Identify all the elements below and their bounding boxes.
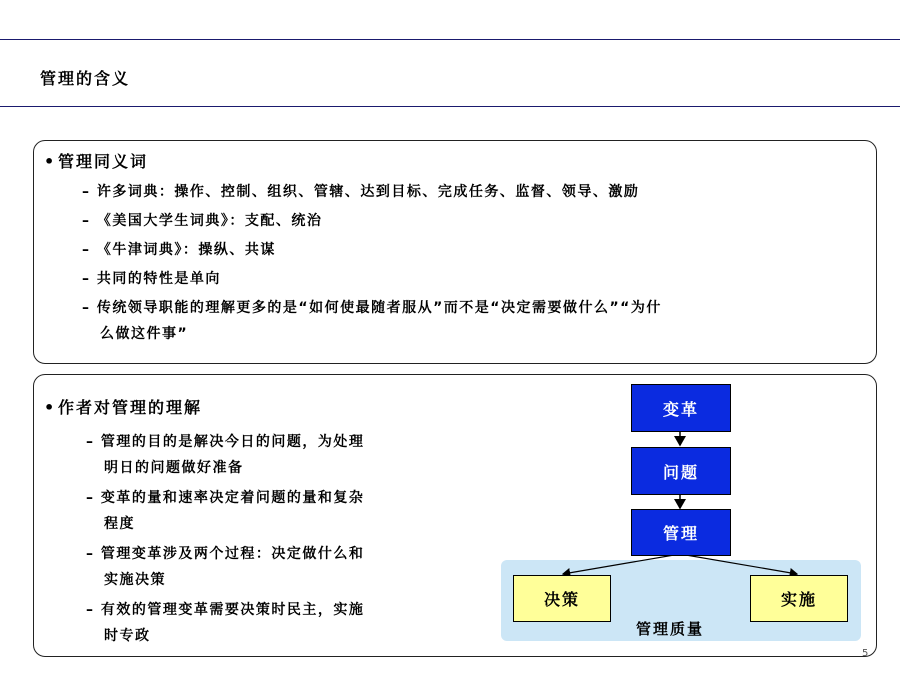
list-item: – 共同的特性是单向 xyxy=(82,271,221,287)
list-item: – 许多词典：操作、控制、组织、管辖、达到目标、完成任务、监督、领导、激励 xyxy=(82,184,640,200)
arrow-manage-to-implement xyxy=(680,554,797,574)
flow-box-manage: 管理 xyxy=(631,509,731,556)
list-item: – 变革的量和速率决定着问题的量和复杂 程度 xyxy=(86,490,365,532)
list-item: – 管理的目的是解决今日的问题，为处理 明日的问题做好准备 xyxy=(86,434,365,476)
dash-marker: – xyxy=(82,271,91,287)
list-item: – 有效的管理变革需要决策时民主，实施 时专政 xyxy=(86,602,365,644)
arrow-manage-to-decide xyxy=(563,554,680,574)
bullet-dot: • xyxy=(44,398,57,417)
quality-label: 管理质量 xyxy=(636,620,705,638)
flow-box-problem: 问题 xyxy=(631,447,731,495)
flow-box-implement: 实施 xyxy=(750,575,848,622)
flow-box-decide: 决策 xyxy=(513,575,611,622)
bullet-dot: • xyxy=(44,152,57,171)
list-item: – 《美国大学生词典》：支配、统治 xyxy=(82,213,323,229)
dash-marker: – xyxy=(86,490,95,506)
list-item: – 《牛津词典》：操纵、共谋 xyxy=(82,242,276,258)
page-number: 5 xyxy=(862,648,869,659)
dash-marker: – xyxy=(82,213,91,229)
dash-marker: – xyxy=(82,300,91,316)
page-title: 管理的含义 xyxy=(40,69,131,88)
dash-marker: – xyxy=(86,434,95,450)
list-item: – 传统领导职能的理解更多的是“如何使最随者服从”而不是“决定需要做什么”“为什 xyxy=(82,300,662,316)
dash-marker: – xyxy=(86,602,95,618)
list-item-continuation: 么做这件事” xyxy=(100,326,189,342)
dash-marker: – xyxy=(82,242,91,258)
flow-box-change: 变革 xyxy=(631,384,731,432)
synonyms-heading: • 管理同义词 xyxy=(44,152,149,171)
dash-marker: – xyxy=(86,546,95,562)
dash-marker: – xyxy=(82,184,91,200)
list-item: – 管理变革涉及两个过程：决定做什么和 实施决策 xyxy=(86,546,365,588)
author-view-heading: • 作者对管理的理解 xyxy=(44,398,203,417)
